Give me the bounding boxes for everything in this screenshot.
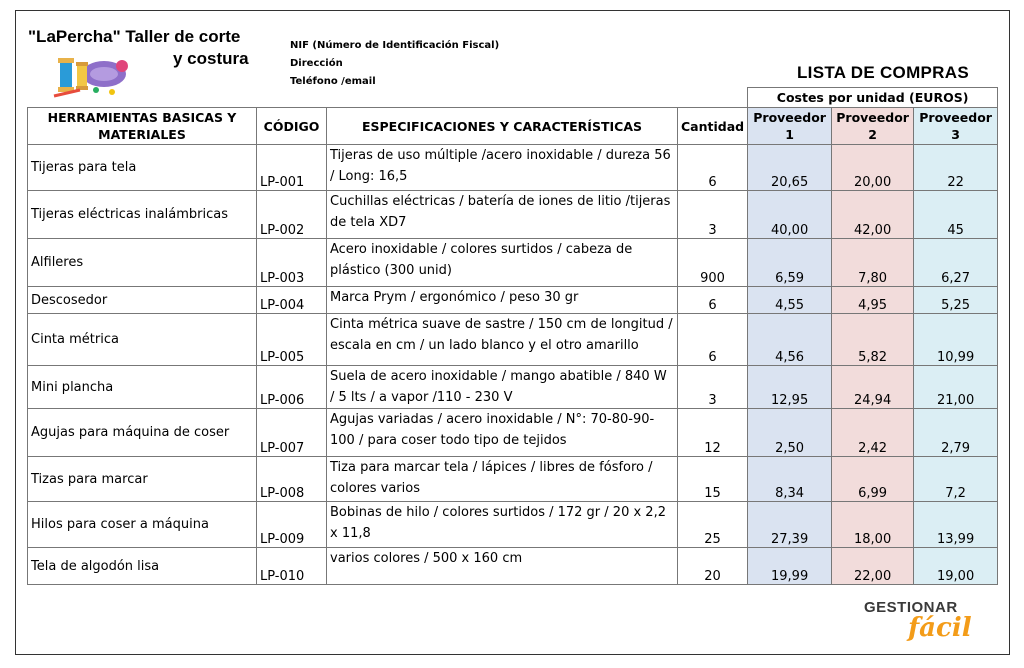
row-tool: Cinta métrica: [28, 314, 257, 366]
header-provider-1: Proveedor 1: [748, 108, 832, 145]
row-price-provider-3: 6,27: [914, 239, 998, 287]
row-price-provider-2: 5,82: [832, 314, 914, 366]
row-quantity: 20: [678, 548, 748, 585]
row-price-provider-1: 4,55: [748, 287, 832, 314]
table-row: [28, 502, 998, 548]
row-spec: Marca Prym / ergonómico / peso 30 gr: [327, 287, 678, 314]
row-price-provider-3: 45: [914, 191, 998, 239]
row-price-provider-1: 4,56: [748, 314, 832, 366]
row-code: LP-009: [257, 502, 327, 548]
row-price-provider-1: 20,65: [748, 145, 832, 191]
row-price-provider-2: 6,99: [832, 457, 914, 502]
row-tool: Mini plancha: [28, 366, 257, 409]
row-spec: Cuchillas eléctricas / batería de iones de litio /tijeras de tela XD7: [327, 191, 678, 239]
row-price-provider-2: 2,42: [832, 409, 914, 457]
row-spec: Tiza para marcar tela / lápices / libres de fósforo / colores varios: [327, 457, 678, 502]
row-quantity: 900: [678, 239, 748, 287]
table-row: [28, 191, 998, 239]
table-row: [28, 239, 998, 287]
row-spec: Cinta métrica suave de sastre / 150 cm de longitud / escala en cm / un lado blanco y el otro amarillo: [327, 314, 678, 366]
row-quantity: 6: [678, 145, 748, 191]
row-tool: Tijeras eléctricas inalámbricas: [28, 191, 257, 239]
row-tool: Alfileres: [28, 239, 257, 287]
row-code: LP-004: [257, 287, 327, 314]
row-quantity: 3: [678, 366, 748, 409]
table-row: [28, 366, 998, 409]
header-code: CÓDIGO: [257, 108, 327, 145]
row-tool: Tela de algodón lisa: [28, 548, 257, 585]
row-price-provider-3: 21,00: [914, 366, 998, 409]
row-code: LP-006: [257, 366, 327, 409]
company-name-line2: y costura: [173, 49, 249, 68]
header-provider-2: Proveedor 2: [832, 108, 914, 145]
table-row: [28, 287, 998, 314]
row-price-provider-1: 8,34: [748, 457, 832, 502]
header-qty: Cantidad: [678, 108, 748, 145]
row-price-provider-2: 22,00: [832, 548, 914, 585]
table-row: [28, 145, 998, 191]
row-tool: Agujas para máquina de coser: [28, 409, 257, 457]
row-code: LP-002: [257, 191, 327, 239]
row-code: LP-010: [257, 548, 327, 585]
row-price-provider-1: 12,95: [748, 366, 832, 409]
row-code: LP-003: [257, 239, 327, 287]
header-provider-3: Proveedor 3: [914, 108, 998, 145]
row-spec: varios colores / 500 x 160 cm: [327, 548, 678, 585]
row-price-provider-2: 42,00: [832, 191, 914, 239]
row-price-provider-1: 2,50: [748, 409, 832, 457]
company-name-line1: "LaPercha" Taller de corte: [28, 27, 241, 46]
row-price-provider-3: 19,00: [914, 548, 998, 585]
row-price-provider-1: 40,00: [748, 191, 832, 239]
row-spec: Bobinas de hilo / colores surtidos / 172 gr / 20 x 2,2 x 11,8: [327, 502, 678, 548]
brand-line1: GESTIONAR: [864, 599, 958, 616]
row-price-provider-3: 5,25: [914, 287, 998, 314]
costs-per-unit-header: Costes por unidad (EUROS): [748, 88, 998, 108]
row-tool: Tijeras para tela: [28, 145, 257, 191]
row-tool: Hilos para coser a máquina: [28, 502, 257, 548]
row-spec: Tijeras de uso múltiple /acero inoxidable / dureza 56 / Long: 16,5: [327, 145, 678, 191]
row-price-provider-1: 19,99: [748, 548, 832, 585]
document-title: LISTA DE COMPRAS: [797, 63, 969, 82]
row-price-provider-3: 10,99: [914, 314, 998, 366]
row-quantity: 3: [678, 191, 748, 239]
row-spec: Acero inoxidable / colores surtidos / cabeza de plástico (300 unid): [327, 239, 678, 287]
purchase-table: [27, 87, 998, 585]
row-code: LP-008: [257, 457, 327, 502]
brand-line2: fácil: [908, 613, 972, 643]
row-quantity: 25: [678, 502, 748, 548]
row-price-provider-2: 4,95: [832, 287, 914, 314]
header-spec: ESPECIFICACIONES Y CARACTERÍSTICAS: [327, 108, 678, 145]
table-row: [28, 548, 998, 585]
row-price-provider-3: 13,99: [914, 502, 998, 548]
company-info: [290, 37, 499, 91]
row-price-provider-2: 24,94: [832, 366, 914, 409]
address-label: Dirección: [290, 58, 343, 69]
row-quantity: 6: [678, 287, 748, 314]
row-price-provider-3: 2,79: [914, 409, 998, 457]
row-quantity: 12: [678, 409, 748, 457]
row-tool: Descosedor: [28, 287, 257, 314]
row-code: LP-005: [257, 314, 327, 366]
table-row: [28, 457, 998, 502]
row-code: LP-007: [257, 409, 327, 457]
row-tool: Tizas para marcar: [28, 457, 257, 502]
row-price-provider-2: 7,80: [832, 239, 914, 287]
row-quantity: 6: [678, 314, 748, 366]
row-price-provider-2: 18,00: [832, 502, 914, 548]
nif-label: NIF (Número de Identificación Fiscal): [290, 40, 500, 51]
row-spec: Agujas variadas / acero inoxidable / N°: 70-80-90-100 / para coser todo tipo de tejidos: [327, 409, 678, 457]
row-price-provider-3: 7,2: [914, 457, 998, 502]
contact-label: Teléfono /email: [290, 76, 376, 87]
row-price-provider-2: 20,00: [832, 145, 914, 191]
row-spec: Suela de acero inoxidable / mango abatible / 840 W / 5 lts / a vapor /110 - 230 V: [327, 366, 678, 409]
table-row: [28, 314, 998, 366]
row-price-provider-1: 6,59: [748, 239, 832, 287]
row-price-provider-1: 27,39: [748, 502, 832, 548]
table-row: [28, 409, 998, 457]
row-price-provider-3: 22: [914, 145, 998, 191]
brand-logo: [864, 597, 974, 652]
row-code: LP-001: [257, 145, 327, 191]
header-tool: HERRAMIENTAS BASICAS Y MATERIALES: [28, 108, 257, 145]
row-quantity: 15: [678, 457, 748, 502]
